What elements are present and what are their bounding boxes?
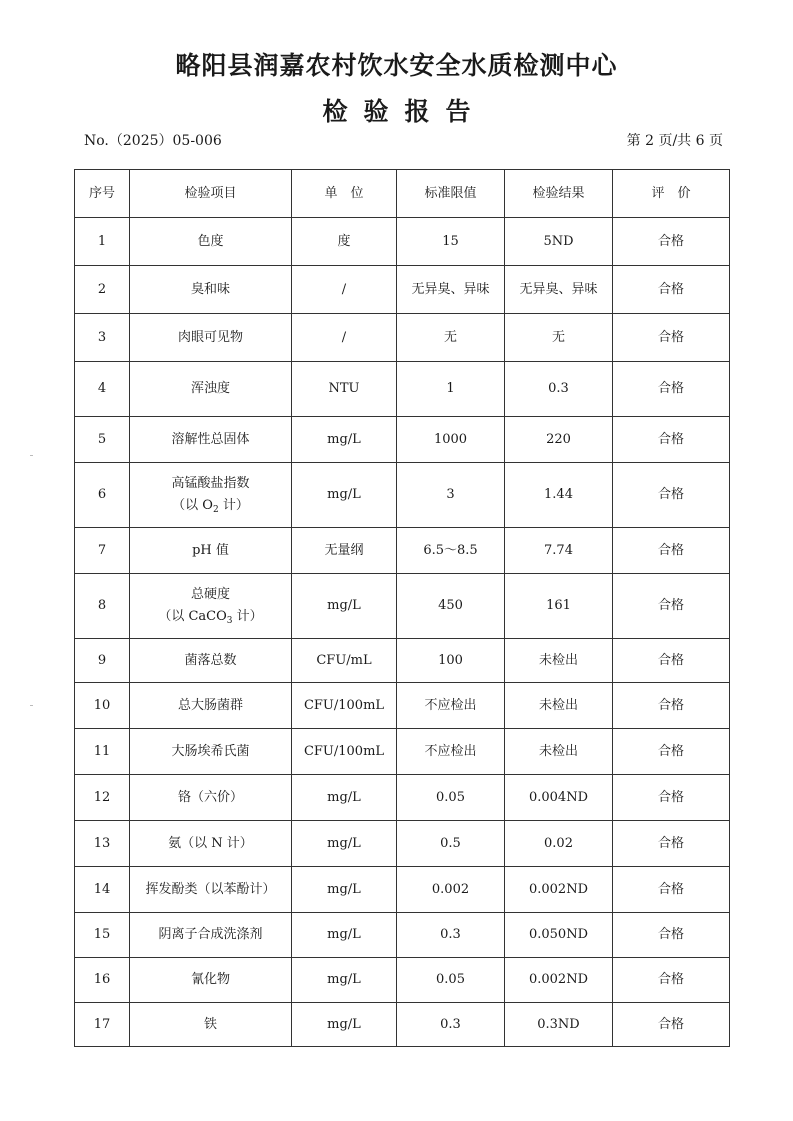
cell-standard-limit: 450 (397, 574, 505, 639)
cell-evaluation: 合格 (613, 821, 730, 867)
cell-standard-limit: 不应检出 (397, 729, 505, 775)
cell-test-result: 无 (505, 314, 613, 362)
cell-test-result: 0.02 (505, 821, 613, 867)
cell-row-number: 4 (75, 362, 130, 417)
cell-unit: / (292, 314, 397, 362)
cell-standard-limit: 0.05 (397, 775, 505, 821)
cell-standard-limit: 0.002 (397, 867, 505, 913)
cell-evaluation: 合格 (613, 266, 730, 314)
cell-unit: / (292, 266, 397, 314)
cell-row-number: 11 (75, 729, 130, 775)
cell-test-item: 铁 (130, 1003, 292, 1047)
test-item-basis (132, 495, 289, 517)
table-row (75, 362, 730, 417)
cell-test-item: pH 值 (130, 528, 292, 574)
cell-row-number: 10 (75, 683, 130, 729)
cell-test-result: 220 (505, 417, 613, 463)
cell-row-number: 1 (75, 218, 130, 266)
cell-evaluation: 合格 (613, 958, 730, 1003)
cell-standard-limit: 15 (397, 218, 505, 266)
column-header-item: 检验项目 (130, 170, 292, 218)
cell-unit: CFU/mL (292, 639, 397, 683)
cell-test-item (130, 463, 292, 528)
cell-unit: CFU/100mL (292, 683, 397, 729)
cell-test-item: 铬（六价） (130, 775, 292, 821)
cell-evaluation: 合格 (613, 528, 730, 574)
table-row (75, 528, 730, 574)
page-edge-mark (30, 705, 33, 706)
cell-unit: CFU/100mL (292, 729, 397, 775)
cell-row-number: 14 (75, 867, 130, 913)
cell-standard-limit: 不应检出 (397, 683, 505, 729)
basis-prefix: （以 O (172, 498, 213, 513)
table-row (75, 867, 730, 913)
cell-evaluation: 合格 (613, 417, 730, 463)
cell-test-result: 0.004ND (505, 775, 613, 821)
table-row (75, 314, 730, 362)
cell-unit: NTU (292, 362, 397, 417)
column-header-limit: 标准限值 (397, 170, 505, 218)
cell-standard-limit: 0.05 (397, 958, 505, 1003)
cell-test-item: 大肠埃希氏菌 (130, 729, 292, 775)
cell-test-result: 161 (505, 574, 613, 639)
cell-unit: mg/L (292, 821, 397, 867)
column-header-unit: 单 位 (292, 170, 397, 218)
test-results-table (74, 169, 730, 1047)
cell-evaluation: 合格 (613, 729, 730, 775)
test-item-name: 高锰酸盐指数 (171, 476, 250, 491)
cell-test-item (130, 574, 292, 639)
cell-test-item: 菌落总数 (130, 639, 292, 683)
cell-standard-limit: 0.3 (397, 1003, 505, 1047)
cell-unit: mg/L (292, 775, 397, 821)
column-header-no: 序号 (75, 170, 130, 218)
cell-test-result: 7.74 (505, 528, 613, 574)
cell-evaluation: 合格 (613, 314, 730, 362)
table-row (75, 775, 730, 821)
table-row (75, 417, 730, 463)
cell-evaluation: 合格 (613, 463, 730, 528)
column-header-result: 检验结果 (505, 170, 613, 218)
cell-standard-limit: 3 (397, 463, 505, 528)
cell-row-number: 17 (75, 1003, 130, 1047)
table-row (75, 821, 730, 867)
organization-title: 略阳县润嘉农村饮水安全水质检测中心 (175, 51, 618, 80)
cell-row-number: 9 (75, 639, 130, 683)
table-row (75, 266, 730, 314)
table-body (75, 218, 730, 1047)
cell-row-number: 5 (75, 417, 130, 463)
cell-evaluation: 合格 (613, 1003, 730, 1047)
table-header-row (75, 170, 730, 218)
cell-evaluation: 合格 (613, 218, 730, 266)
cell-standard-limit: 0.5 (397, 821, 505, 867)
cell-unit: mg/L (292, 958, 397, 1003)
cell-evaluation: 合格 (613, 867, 730, 913)
cell-row-number: 12 (75, 775, 130, 821)
table-row (75, 683, 730, 729)
basis-suffix: 计） (232, 609, 263, 624)
cell-test-result: 5ND (505, 218, 613, 266)
cell-unit: mg/L (292, 574, 397, 639)
table-row (75, 913, 730, 958)
basis-subscript: 3 (226, 616, 233, 626)
cell-test-item: 臭和味 (130, 266, 292, 314)
cell-test-result: 0.3ND (505, 1003, 613, 1047)
test-item-basis (132, 606, 289, 628)
cell-unit: mg/L (292, 417, 397, 463)
cell-unit: mg/L (292, 1003, 397, 1047)
cell-unit: mg/L (292, 913, 397, 958)
table-row (75, 218, 730, 266)
column-header-evaluation: 评 价 (613, 170, 730, 218)
cell-evaluation: 合格 (613, 574, 730, 639)
basis-suffix: 计） (218, 498, 249, 513)
cell-evaluation: 合格 (613, 639, 730, 683)
cell-standard-limit: 0.3 (397, 913, 505, 958)
cell-test-item: 肉眼可见物 (130, 314, 292, 362)
cell-test-item: 浑浊度 (130, 362, 292, 417)
basis-prefix: （以 CaCO (158, 609, 227, 624)
cell-row-number: 8 (75, 574, 130, 639)
cell-evaluation: 合格 (613, 775, 730, 821)
page-edge-mark (30, 455, 33, 456)
page-indicator: 第 2 页/共 6 页 (626, 133, 723, 149)
cell-test-result: 未检出 (505, 683, 613, 729)
cell-unit: 度 (292, 218, 397, 266)
cell-test-item: 挥发酚类（以苯酚计） (130, 867, 292, 913)
cell-test-item: 氨（以 N 计） (130, 821, 292, 867)
cell-unit: mg/L (292, 867, 397, 913)
cell-standard-limit: 100 (397, 639, 505, 683)
cell-test-item: 氰化物 (130, 958, 292, 1003)
cell-test-item: 色度 (130, 218, 292, 266)
cell-row-number: 3 (75, 314, 130, 362)
basis-subscript: 2 (212, 505, 219, 515)
cell-test-item: 溶解性总固体 (130, 417, 292, 463)
report-number: No.（2025）05-006 (84, 133, 222, 149)
cell-standard-limit: 1000 (397, 417, 505, 463)
cell-test-result: 0.3 (505, 362, 613, 417)
cell-evaluation: 合格 (613, 362, 730, 417)
table-row (75, 574, 730, 639)
cell-standard-limit: 6.5～8.5 (397, 528, 505, 574)
cell-row-number: 6 (75, 463, 130, 528)
cell-test-result: 0.002ND (505, 867, 613, 913)
cell-unit: 无量纲 (292, 528, 397, 574)
cell-row-number: 16 (75, 958, 130, 1003)
test-item-name: 总硬度 (190, 587, 230, 602)
report-title: 检验报告 (322, 97, 487, 126)
cell-test-result: 1.44 (505, 463, 613, 528)
cell-evaluation: 合格 (613, 913, 730, 958)
cell-test-result: 0.050ND (505, 913, 613, 958)
cell-row-number: 15 (75, 913, 130, 958)
table-row (75, 729, 730, 775)
cell-evaluation: 合格 (613, 683, 730, 729)
cell-row-number: 2 (75, 266, 130, 314)
cell-test-item: 阴离子合成洗涤剂 (130, 913, 292, 958)
cell-standard-limit: 无异臭、异味 (397, 266, 505, 314)
cell-test-item: 总大肠菌群 (130, 683, 292, 729)
cell-standard-limit: 无 (397, 314, 505, 362)
table-row (75, 639, 730, 683)
table-row (75, 1003, 730, 1047)
table-row (75, 958, 730, 1003)
cell-test-result: 无异臭、异味 (505, 266, 613, 314)
cell-test-result: 未检出 (505, 639, 613, 683)
cell-test-result: 未检出 (505, 729, 613, 775)
cell-standard-limit: 1 (397, 362, 505, 417)
cell-unit: mg/L (292, 463, 397, 528)
cell-test-result: 0.002ND (505, 958, 613, 1003)
table-row (75, 463, 730, 528)
cell-row-number: 13 (75, 821, 130, 867)
cell-row-number: 7 (75, 528, 130, 574)
